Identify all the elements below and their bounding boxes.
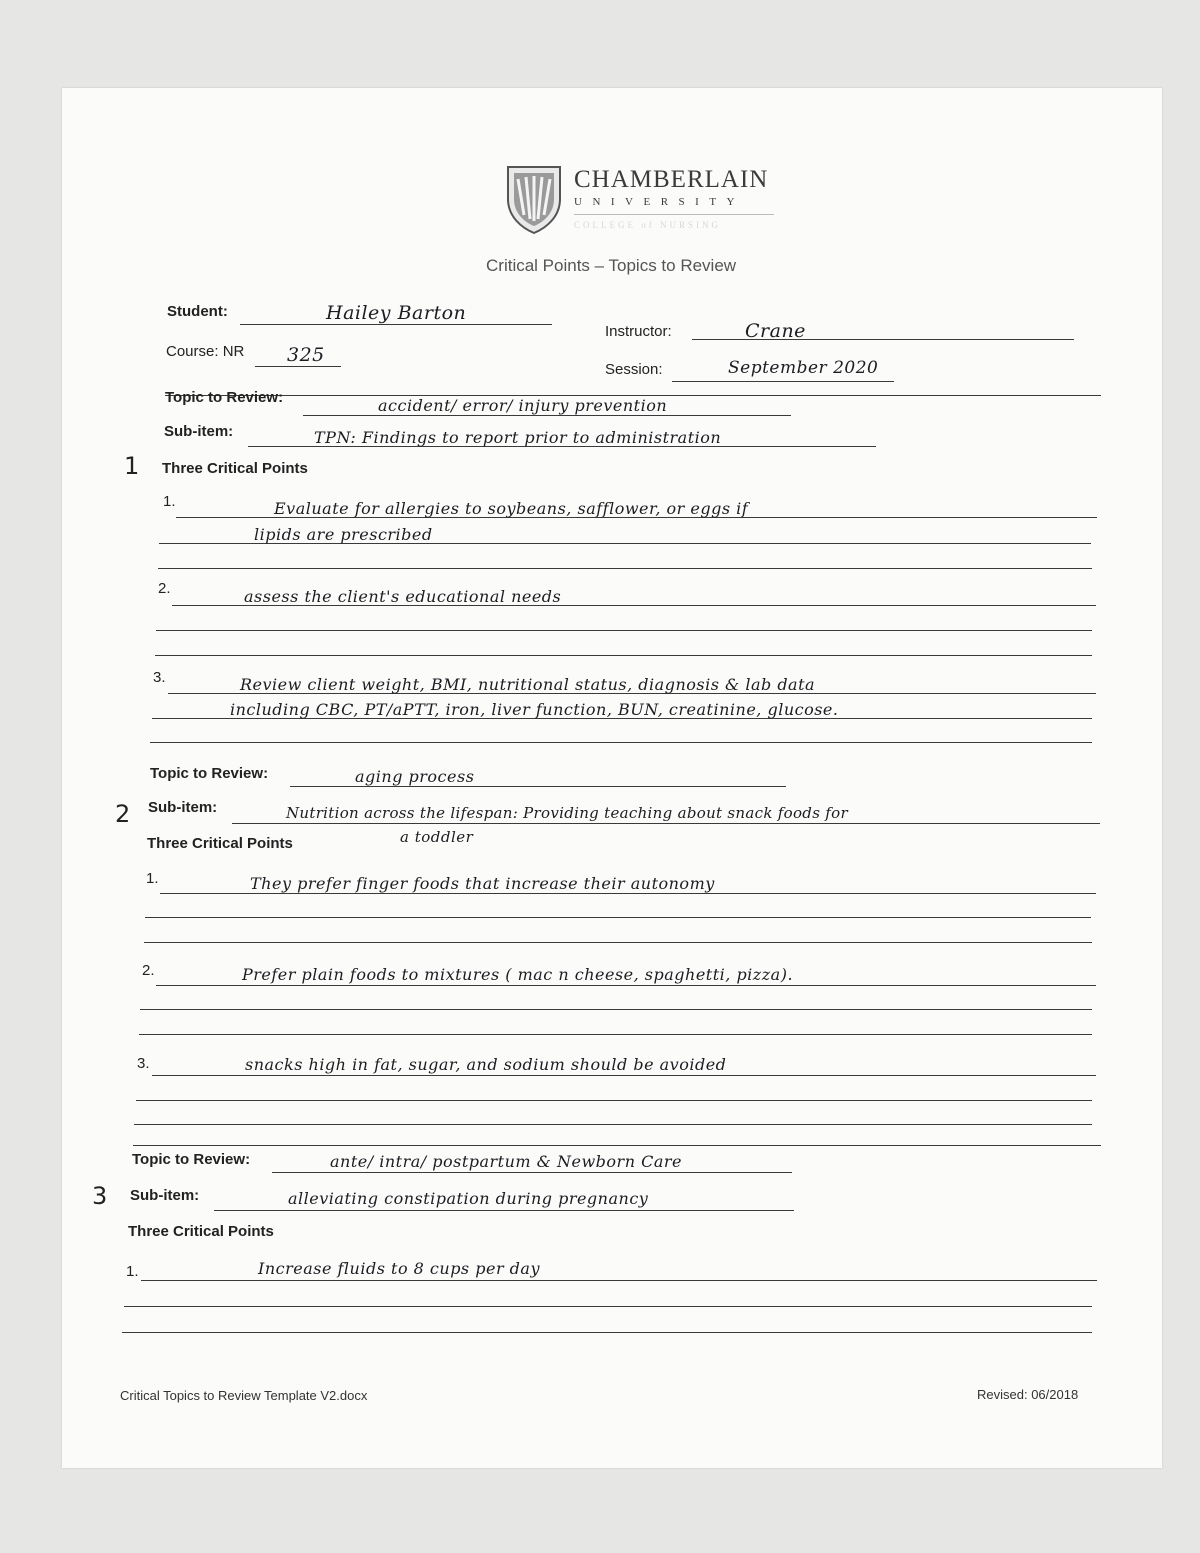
logo-divider	[574, 214, 774, 215]
section-1-point-1-number: 1.	[163, 493, 176, 510]
section-3-point-1-line-3	[122, 1332, 1092, 1333]
section-3-subitem-label: Sub-item:	[130, 1187, 200, 1204]
section-1-point-3-text-1: Review client weight, BMI, nutritional status, diagnosis & lab data	[240, 675, 816, 694]
instructor-value: Crane	[745, 320, 806, 342]
course-line	[255, 366, 341, 367]
section-1-topic-value: accident/ error/ injury prevention	[378, 396, 668, 415]
section-1-topic-label: Topic to Review:	[165, 389, 284, 406]
section-2-point-3-number: 3.	[137, 1055, 150, 1072]
section-2-point-3-line-1	[152, 1075, 1096, 1076]
shield-icon	[506, 165, 562, 235]
footer-filename: Critical Topics to Review Template V2.docx	[120, 1388, 368, 1403]
section-1-point-1-text-2: lipids are prescribed	[254, 525, 433, 544]
course-value: 325	[287, 344, 325, 366]
section-2-point-1-line-2	[145, 917, 1091, 918]
section-1-point-1-line-3	[158, 568, 1092, 569]
section-1-point-1-text-1: Evaluate for allergies to soybeans, safflower, or eggs if	[274, 499, 749, 518]
section-2-point-3-line-2	[136, 1100, 1092, 1101]
section-2-divider	[133, 1145, 1101, 1146]
session-label: Session:	[605, 361, 663, 378]
section-2-topic-value: aging process	[355, 767, 475, 786]
section-3-point-1-number: 1.	[126, 1263, 139, 1280]
section-2-point-2-text-1: Prefer plain foods to mixtures ( mac n cheese, spaghetti, pizza).	[242, 965, 794, 984]
section-1-three-points-label: Three Critical Points	[162, 460, 308, 477]
section-1-point-2-text-1: assess the client's educational needs	[244, 587, 562, 606]
section-2-point-1-line-3	[144, 942, 1092, 943]
instructor-label: Instructor:	[605, 323, 672, 340]
section-2-subitem-value: Nutrition across the lifespan: Providing teaching about snack foods for	[286, 804, 848, 822]
course-label: Course: NR	[166, 343, 245, 360]
section-2-point-1-number: 1.	[146, 870, 159, 887]
session-value: September 2020	[728, 358, 879, 378]
section-1-subitem-label: Sub-item:	[164, 423, 234, 440]
section-2-subitem-line	[232, 823, 1100, 824]
session-line	[672, 381, 894, 382]
section-3-subitem-value: alleviating constipation during pregnancy	[288, 1189, 649, 1208]
logo-name: CHAMBERLAIN	[574, 166, 769, 193]
logo-university: UNIVERSITY	[574, 196, 745, 208]
section-2-margin-number: 2	[115, 800, 131, 828]
section-3-topic-label: Topic to Review:	[132, 1151, 251, 1168]
section-2-point-1-text-1: They prefer finger foods that increase their autonomy	[250, 874, 715, 893]
section-2-point-2-number: 2.	[142, 962, 155, 979]
section-3-point-1-line-1	[141, 1280, 1097, 1281]
section-3-three-points-label: Three Critical Points	[128, 1223, 274, 1240]
section-3-point-1-text-1: Increase fluids to 8 cups per day	[258, 1259, 540, 1278]
section-2-three-points-label: Three Critical Points	[147, 835, 293, 852]
section-3-subitem-line	[214, 1210, 794, 1211]
section-1-point-3-number: 3.	[153, 669, 166, 686]
section-1-point-3-line-3	[150, 742, 1092, 743]
logo-college: COLLEGE of NURSING	[574, 220, 721, 230]
student-label: Student:	[167, 303, 228, 320]
section-1-point-2-number: 2.	[158, 580, 171, 597]
section-2-subitem-continued: a toddler	[400, 828, 474, 846]
section-1-subitem-value: TPN: Findings to report prior to administration	[314, 428, 722, 447]
student-line	[240, 324, 552, 325]
section-2-subitem-label: Sub-item:	[148, 799, 218, 816]
section-2-point-3-line-3	[134, 1124, 1092, 1125]
section-3-topic-line	[272, 1172, 792, 1173]
section-1-point-2-line-3	[155, 655, 1092, 656]
section-2-point-2-line-3	[139, 1034, 1092, 1035]
chamberlain-logo	[506, 165, 774, 235]
section-3-margin-number: 3	[92, 1182, 108, 1210]
page-title: Critical Points – Topics to Review	[486, 256, 737, 275]
section-1-topic-line	[303, 415, 791, 416]
footer-revised: Revised: 06/2018	[977, 1387, 1079, 1402]
section-1-point-3-text-2: including CBC, PT/aPTT, iron, liver function, BUN, creatinine, glucose.	[230, 700, 839, 719]
section-2-point-2-line-1	[156, 985, 1096, 986]
section-3-point-1-line-2	[124, 1306, 1092, 1307]
section-2-topic-label: Topic to Review:	[150, 765, 269, 782]
section-2-topic-line	[290, 786, 786, 787]
student-value: Hailey Barton	[326, 302, 467, 324]
section-2-point-1-line-1	[160, 893, 1096, 894]
section-1-margin-number: 1	[124, 452, 140, 480]
section-3-topic-value: ante/ intra/ postpartum & Newborn Care	[330, 1152, 682, 1171]
section-1-point-2-line-2	[156, 630, 1092, 631]
section-2-point-3-text-1: snacks high in fat, sugar, and sodium should be avoided	[245, 1055, 727, 1074]
section-2-point-2-line-2	[140, 1009, 1092, 1010]
